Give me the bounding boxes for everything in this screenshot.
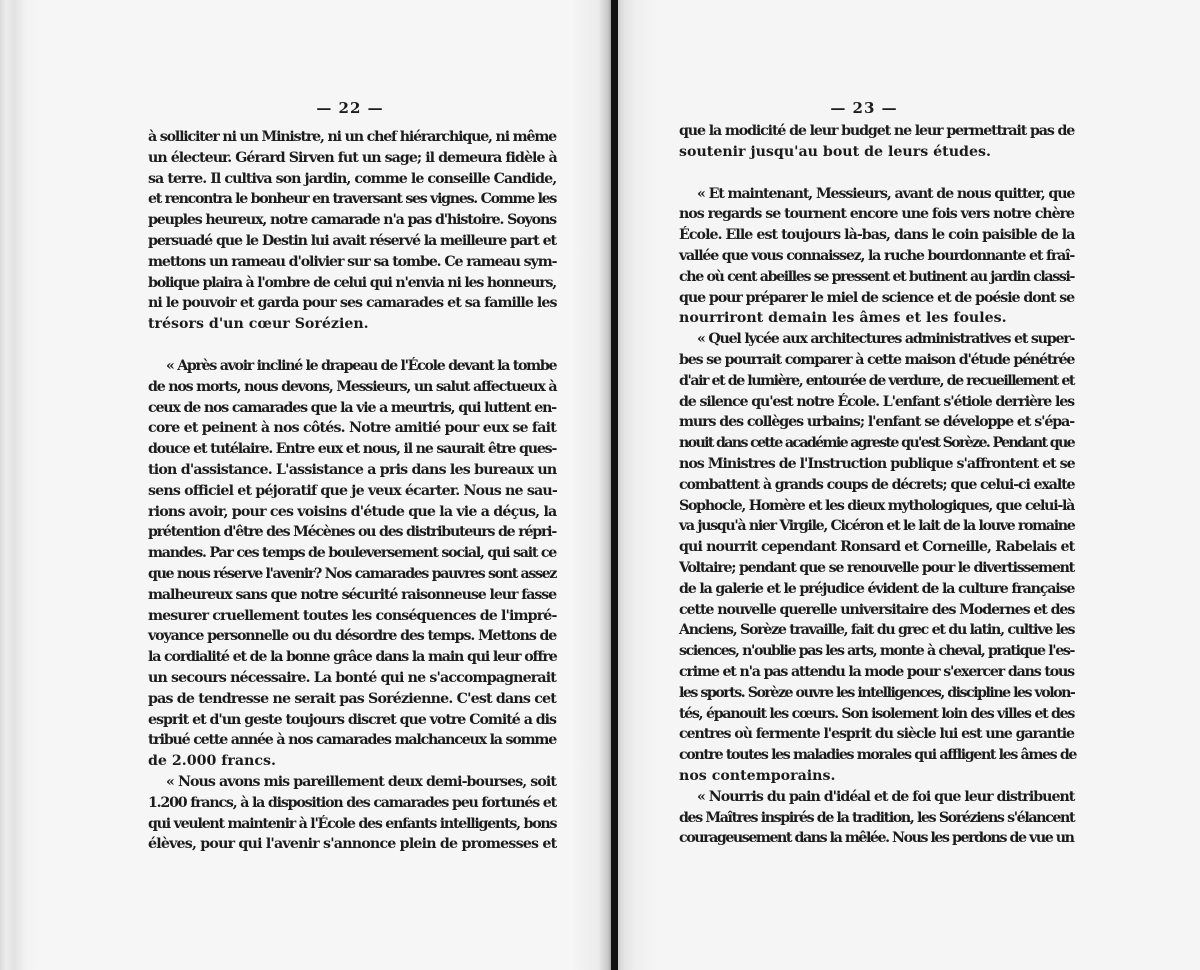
text-line: « Nous avons mis pareillement deux demi-bourses, soit xyxy=(166,773,556,790)
book-spine xyxy=(611,0,618,970)
page-text xyxy=(679,121,1077,849)
text-line: contre toutes les maladies morales qui affligent les âmes de xyxy=(679,747,1077,764)
text-line: Sophocle, Homère et les dieux mythologiques, que celui-là xyxy=(679,497,1074,514)
text-line: soutenir jusqu'au bout de leurs études. xyxy=(679,143,991,160)
text-line: sciences, n'oublie pas les arts, monte à cheval, pratique l'es- xyxy=(679,643,1074,660)
text-line: d'air et de lumière, entourée de verdure, de recueillement et xyxy=(679,372,1074,389)
text-line: « Nourris du pain d'idéal et de foi que leur distribuent xyxy=(697,788,1075,805)
paragraph xyxy=(148,772,556,855)
text-line: qui nourrit cependant Ronsard et Corneille, Rabelais et xyxy=(679,539,1075,556)
text-line: nos contemporains. xyxy=(679,767,836,784)
text-line: que la modicité de leur budget ne leur permettrait pas de xyxy=(679,123,1075,139)
text-line: École. Elle est toujours là-bas, dans le coin paisible de la xyxy=(679,227,1075,244)
text-line: mettons un rameau d'olivier sur sa tombe. Ce rameau sym- xyxy=(148,253,557,270)
text-line: les sports. Sorèze ouvre les intelligences, discipline les volon- xyxy=(679,684,1075,701)
text-line: ceux de nos camarades que la vie a meurtris, qui luttent en- xyxy=(148,399,556,416)
text-line: cette nouvelle querelle universitaire des Modernes et des xyxy=(679,601,1075,618)
text-line: « Après avoir incliné le drapeau de l'École devant la tombe xyxy=(166,357,557,374)
text-line: trésors d'un cœur Sorézien. xyxy=(148,316,369,333)
text-line: sens officiel et péjoratif que je veux écarter. Nous ne sau- xyxy=(148,482,557,499)
paragraph xyxy=(148,127,556,335)
text-line: « Quel lycée aux architectures administratives et super- xyxy=(697,331,1075,348)
text-line: à solliciter ni un Ministre, ni un chef hiérarchique, ni même xyxy=(148,129,557,145)
text-line: de 2.000 francs. xyxy=(148,753,276,770)
text-line: et rencontra le bonheur en traversant ses vignes. Comme les xyxy=(148,191,557,208)
text-line: persuadé que le Destin lui avait réservé la meilleure part et xyxy=(148,232,556,249)
text-line: de silence qu'est notre École. L'enfant s'étiole derrière les xyxy=(679,393,1074,410)
text-line: combattent à grands coups de décrets; que celui-ci exalte xyxy=(679,476,1075,493)
text-line: courageusement dans la mêlée. Nous les perdons de vue un xyxy=(679,830,1074,847)
text-line: che où cent abeilles se pressent et butinent au jardin classi- xyxy=(679,268,1074,285)
text-line: bolique plaira à l'ombre de celui qui n'envia ni les honneurs, xyxy=(148,274,556,291)
page-number: — 23 — xyxy=(830,99,898,117)
text-line: 1.200 francs, à la disposition des camarades peu fortunés et xyxy=(148,794,556,811)
text-line: sa terre. Il cultiva son jardin, comme le conseille Candide, xyxy=(148,170,557,187)
text-line: mandes. Par ces temps de bouleversement social, qui sait ce xyxy=(148,545,557,562)
paragraph xyxy=(679,121,1074,163)
paragraph xyxy=(679,787,1074,849)
text-line: un électeur. Gérard Sirven fut un sage; il demeura fidèle à xyxy=(148,149,557,166)
text-line: de nos morts, nous devons, Messieurs, un salut affectueux à xyxy=(148,378,557,395)
text-line: élèves, pour qui l'avenir s'annonce plein de promesses et xyxy=(148,836,557,853)
text-line: vallée que vous connaissez, la ruche bourdonnante et fraî- xyxy=(679,247,1074,264)
text-line: crime et n'a pas attendu la mode pour s'exercer dans tous xyxy=(679,663,1074,680)
text-line: pas de tendresse ne serait pas Sorézienne. C'est dans cet xyxy=(148,690,557,707)
paragraph xyxy=(148,356,556,772)
text-line: la cordialité et de la bonne grâce dans la main qui leur offre xyxy=(148,649,557,666)
text-line: tés, épanouit les cœurs. Son isolement loin des villes et des xyxy=(679,705,1075,722)
text-line: tion d'assistance. L'assistance a pris dans les bureaux un xyxy=(148,461,557,478)
right-page xyxy=(618,0,1200,970)
paragraph-gap xyxy=(148,335,556,356)
text-line: un secours nécessaire. La bonté qui ne s'accompagnerait xyxy=(148,669,556,686)
text-line: tribué cette année à nos camarades malchanceux la somme xyxy=(148,732,557,749)
page-number: — 22 — xyxy=(316,99,384,117)
paragraph-gap xyxy=(679,163,1074,184)
text-line: va jusqu'à nier Virgile, Cicéron et le lait de la louve romaine xyxy=(679,518,1075,535)
text-line: de la galerie et le préjudice évident de la culture française xyxy=(679,580,1075,597)
text-line: Voltaire; pendant que se renouvelle pour le divertissement xyxy=(679,559,1074,576)
text-line: ni le pouvoir et garda pour ses camarades et sa famille les xyxy=(148,295,557,312)
text-line: centres où fermente l'esprit du siècle lui est une garantie xyxy=(679,726,1074,743)
text-line: rions avoir, pour ces voisins d'étude que la vie a déçus, la xyxy=(148,503,557,520)
text-line: esprit et d'un geste toujours discret que votre Comité a dis xyxy=(148,711,556,728)
text-line: bes se pourrait comparer à cette maison d'étude pénétrée xyxy=(679,351,1075,368)
text-line: Anciens, Sorèze travaille, fait du grec et du latin, cultive les xyxy=(679,622,1075,639)
paragraph xyxy=(679,184,1074,330)
text-line: core et peinent à nos côtés. Notre amitié pour eux se fait xyxy=(148,420,556,437)
text-line: des Maîtres inspirés de la tradition, les Soréziens s'élancent xyxy=(679,809,1075,826)
text-line: nos regards se tournent encore une fois vers notre chère xyxy=(679,206,1074,223)
text-line: nouit dans cette académie agreste qu'est Sorèze. Pendant que xyxy=(679,435,1074,452)
text-line: nos Ministres de l'Instruction publique s'affrontent et se xyxy=(679,455,1075,472)
paragraph xyxy=(679,329,1077,787)
text-line: « Et maintenant, Messieurs, avant de nous quitter, que xyxy=(697,185,1075,202)
text-line: que pour préparer le miel de science et de poésie dont se xyxy=(679,289,1075,306)
text-line: murs des collèges urbains; l'enfant se développe et s'épa- xyxy=(679,414,1075,431)
text-line: malheureux sans que notre sécurité raisonneuse leur fasse xyxy=(148,586,557,603)
text-line: peuples heureux, notre camarade n'a pas d'histoire. Soyons xyxy=(148,212,556,229)
page-text xyxy=(148,127,556,855)
text-line: que nous réserve l'avenir? Nos camarades pauvres sont assez xyxy=(148,565,556,582)
text-line: voyance personnelle ou du désordre des temps. Mettons de xyxy=(148,628,557,645)
text-line: qui veulent maintenir à l'École des enfants intelligents, bons xyxy=(148,815,557,832)
text-line: mesurer cruellement toutes les conséquences de l'impré- xyxy=(148,607,557,624)
text-line: prétention d'être des Mécènes ou des distributeurs de répri- xyxy=(148,524,556,541)
text-line: nourriront demain les âmes et les foules. xyxy=(679,310,1007,327)
text-line: douce et tutélaire. Entre eux et nous, il ne saurait être ques- xyxy=(148,441,557,458)
